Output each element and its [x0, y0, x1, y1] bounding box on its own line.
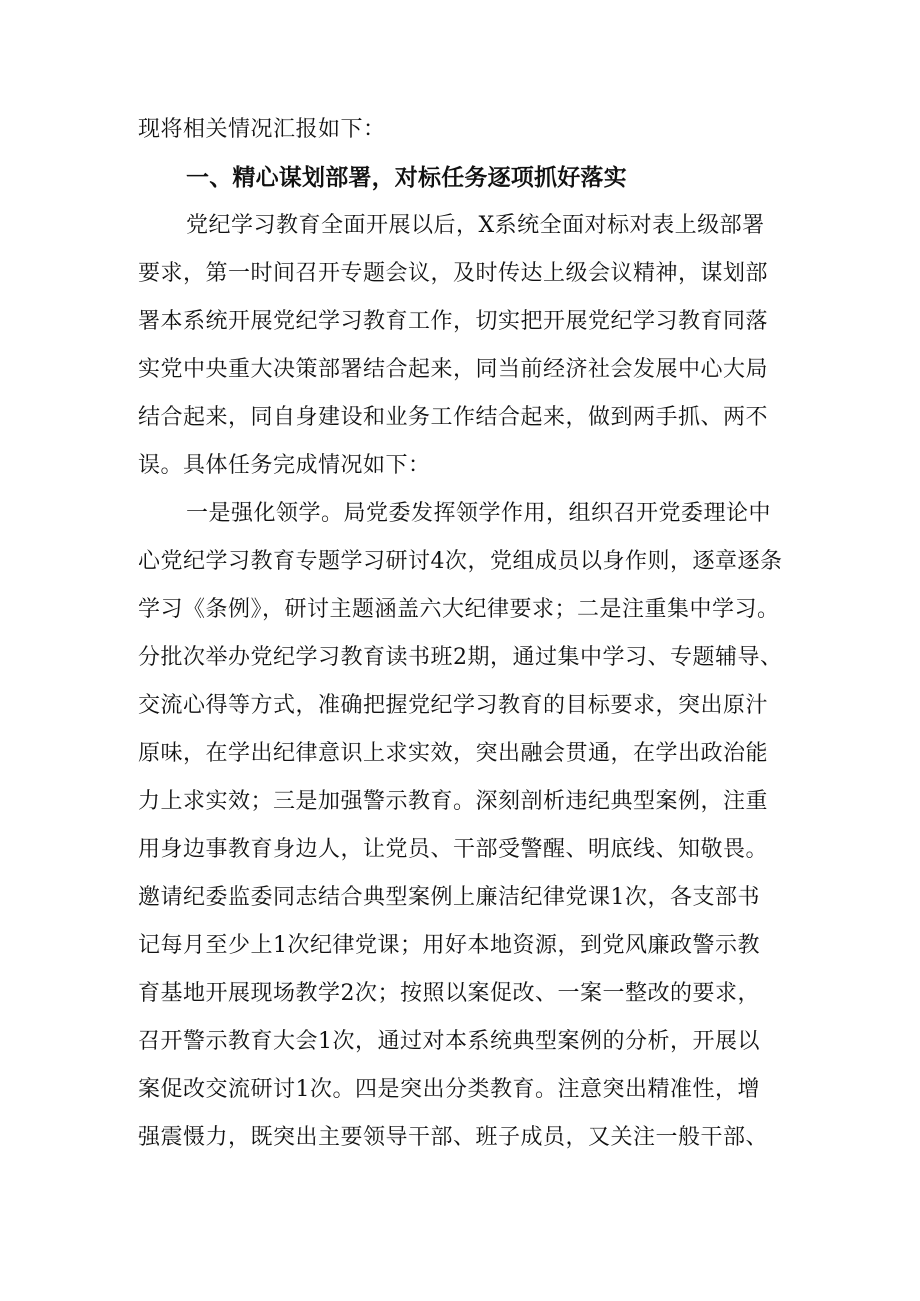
paragraph-line: 力上求实效；三是加强警示教育。深刻剖析违纪典型案例，注重	[138, 789, 769, 814]
paragraph-line: 结合起来，同自身建设和业务工作结合起来，做到两手抓、两不	[138, 405, 769, 430]
paragraph-line: 一是强化领学。局党委发挥领学作用，组织召开党委理论中	[186, 501, 772, 526]
paragraph-line: 要求，第一时间召开专题会议，及时传达上级会议精神，谋划部	[138, 261, 769, 286]
paragraph-line: 案促改交流研讨1次。四是突出分类教育。注意突出精准性，增	[138, 1077, 760, 1102]
intro-line: 现将相关情况汇报如下：	[138, 117, 386, 142]
paragraph-line: 学习《条例》，研讨主题涵盖六大纪律要求；二是注重集中学习。	[138, 597, 780, 622]
paragraph-line: 交流心得等方式，准确把握党纪学习教育的目标要求，突出原汁	[138, 693, 769, 718]
paragraph-line: 记每月至少上1次纪律党课；用好本地资源，到党风廉政警示教	[138, 933, 760, 958]
paragraph-line: 邀请纪委监委同志结合典型案例上廉洁纪律党课1次，各支部书	[138, 885, 760, 910]
paragraph-line: 强震慑力，既突出主要领导干部、班子成员，又关注一般干部、	[138, 1125, 769, 1150]
paragraph-line: 原味，在学出纪律意识上求实效，突出融会贯通，在学出政治能	[138, 741, 769, 766]
paragraph-line: 召开警示教育大会1次，通过对本系统典型案例的分析，开展以	[138, 1029, 760, 1054]
paragraph-line: 实党中央重大决策部署结合起来，同当前经济社会发展中心大局	[138, 357, 769, 382]
paragraph-line: 署本系统开展党纪学习教育工作，切实把开展党纪学习教育同落	[138, 309, 769, 334]
paragraph-line: 用身边事教育身边人，让党员、干部受警醒、明底线、知敬畏。	[138, 837, 769, 862]
paragraph-line: 心党纪学习教育专题学习研讨4次，党组成员以身作则，逐章逐条	[138, 549, 783, 574]
paragraph-line: 育基地开展现场教学2次；按照以案促改、一案一整改的要求，	[138, 981, 760, 1006]
paragraph-line: 分批次举办党纪学习教育读书班2期，通过集中学习、专题辅导、	[138, 645, 783, 670]
paragraph-line: 误。具体任务完成情况如下：	[138, 453, 431, 478]
paragraph-line: 党纪学习教育全面开展以后，X系统全面对标对表上级部署	[186, 213, 765, 238]
section-heading: 一、精心谋划部署，对标任务逐项抓好落实	[186, 165, 627, 191]
